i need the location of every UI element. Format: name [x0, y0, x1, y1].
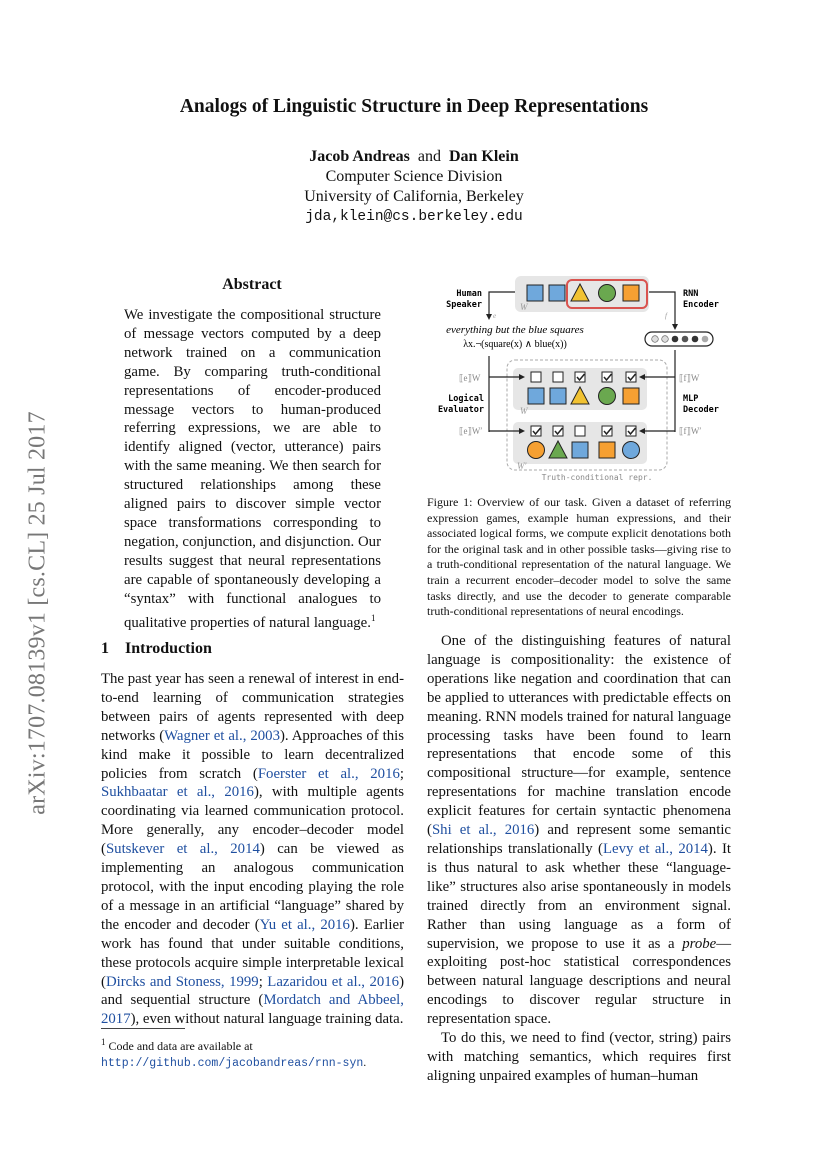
paragraph: [427, 632, 731, 1029]
paragraph: To do this, we need to find (vector, string) pairs with matching semantics, which requires first aligning unpaired examples of human–human: [427, 1030, 731, 1084]
author-and: and: [417, 148, 441, 165]
label-w-mid: W: [520, 406, 528, 416]
citation-link[interactable]: Shi et al., 2016: [431, 822, 535, 839]
footnote-end: .: [363, 1055, 367, 1069]
author-name-2: Dan Klein: [448, 148, 519, 165]
citation-link[interactable]: Foerster et al., 2016: [257, 765, 400, 782]
citation-link[interactable]: Wagner et al., 2003: [164, 727, 280, 744]
author-block: [0, 147, 828, 227]
mlp-decoder-label-2: Decoder: [683, 405, 719, 415]
green-circle-shape: [599, 285, 616, 302]
green-circle-shape: [599, 388, 616, 405]
arrow-head: [486, 314, 492, 320]
blue-square-shape: [527, 285, 543, 301]
text-span: ), even without natural language training data.: [130, 1011, 404, 1028]
logical-evaluator-label-1: Logical: [448, 394, 484, 404]
section-number: 1: [101, 640, 109, 657]
text-span: —exploiting post-hoc statistical correspondences between natural language descriptions and neural encodings to discover regular structure in representation space.: [427, 935, 731, 1028]
orange-circle-shape: [528, 442, 545, 459]
citation-link[interactable]: Dircks and Stoness, 1999: [105, 973, 259, 990]
logical-evaluator-label-2: Evaluator: [437, 405, 484, 415]
human-speaker-label-1: Human: [456, 289, 482, 299]
abstract-footnote-mark[interactable]: 1: [370, 612, 376, 623]
rnn-encoder-label-2: Encoder: [683, 300, 719, 310]
text-span: One of the distinguishing features of natural language is compositionality: the existence of operations like negation and coordination that can be applied to utterances with predictable effects on meaning. RNN models trained for natural language processing tasks have been found to learn representations that encode some of this compositional structure—for example, sentence representations for machine translation encode explicit features for certain syntactic phenomena (: [427, 633, 731, 839]
denotation-e-w: ⟦e⟧W: [459, 373, 481, 383]
citation-link[interactable]: Yu et al., 2016: [259, 916, 350, 933]
author-division: Computer Science Division: [325, 168, 503, 185]
blue-square-shape: [528, 388, 544, 404]
right-column-text: [427, 632, 731, 1086]
rnn-encoder-label-1: RNN: [683, 289, 699, 299]
text-span: ). Approaches of this kind make it possible to learn decentralized policies from scratch (: [101, 727, 404, 782]
text-span: ). Earlier work has found that under suitable conditions, these protocols acquire simple interpretable lexical (: [101, 916, 404, 990]
text-span: ;: [399, 765, 404, 782]
text-span: ;: [258, 973, 268, 990]
intro-paragraph: [101, 670, 404, 1029]
text-span: ). It is thus natural to ask whether these “language-like” structures also arise spontaneously in models trained directly from an environment signal. Rather than using language as a form of supervision, we propose to use it as a: [427, 840, 731, 952]
footnote-text: Code and data are available at: [108, 1039, 253, 1053]
footnote-rule: [101, 1028, 185, 1029]
checkbox-empty: [575, 426, 585, 436]
label-e: e: [493, 312, 497, 320]
arxiv-id: arXiv:1707.08139v1 [cs.CL] 25 Jul 2017: [24, 410, 51, 815]
citation-link[interactable]: Lazaridou et al., 2016: [267, 973, 400, 990]
author-university: University of California, Berkeley: [304, 188, 524, 205]
denotation-f-w: ⟦f⟧W: [679, 373, 700, 383]
citation-link[interactable]: Sutskever et al., 2014: [105, 841, 260, 858]
blue-square-shape: [572, 442, 588, 458]
vector-cell: [652, 336, 659, 343]
logical-form-text: λx.¬(square(x) ∧ blue(x)): [463, 339, 567, 350]
footnote: [101, 1034, 404, 1072]
text-span: ) and represent some semantic relationships translationally (: [427, 822, 731, 857]
label-w-top: W: [520, 302, 528, 312]
text-span: ) can be viewed as implementing an analogous communication protocol, with the input encoding playing the role of a message in an artificial “language” shared by the encoder and decoder (: [101, 841, 404, 933]
citation-link[interactable]: Mordatch and Abbeel, 2017: [101, 992, 404, 1028]
orange-square-shape: [599, 442, 615, 458]
emphasis-probe: probe: [682, 935, 717, 952]
footnote-url-link[interactable]: http://github.com/jacobandreas/rnn-syn: [101, 1057, 364, 1070]
section-heading: [101, 640, 212, 658]
footnote-mark: 1: [101, 1037, 106, 1047]
human-speaker-label-2: Speaker: [446, 300, 482, 310]
checkbox-empty: [531, 372, 541, 382]
vector-cell: [702, 336, 709, 343]
vector-cell: [682, 336, 689, 343]
text-span: ), with multiple agents coordinating via learned communication protocol. More generally, any encoder–decoder model (: [101, 784, 405, 858]
author-email: jda,klein@cs.berkeley.edu: [305, 209, 523, 225]
author-name-1: Jacob Andreas: [309, 148, 410, 165]
utterance-text: everything but the blue squares: [446, 324, 584, 336]
figure-1-diagram: [427, 270, 731, 490]
abstract-heading: Abstract: [222, 276, 282, 293]
arxiv-sidebar: [18, 375, 58, 850]
vector-cell: [672, 336, 679, 343]
denotation-f-w-prime: ⟦f⟧W′: [679, 426, 702, 436]
mlp-decoder-label-1: MLP: [683, 394, 699, 404]
citation-link[interactable]: Levy et al., 2014: [602, 840, 708, 857]
checkbox-empty: [553, 372, 563, 382]
blue-circle-shape: [623, 442, 640, 459]
abstract-body: [124, 306, 381, 632]
citation-link[interactable]: Sukhbaatar et al., 2016: [101, 784, 254, 801]
encoder-arrow: [649, 292, 675, 326]
paper-title: Analogs of Linguistic Structure in Deep Representations: [179, 96, 649, 117]
label-f: f: [665, 312, 667, 320]
denotation-e-w-prime: ⟦e⟧W′: [459, 426, 483, 436]
text-span: ) and sequential structure (: [101, 973, 404, 1009]
figure-caption: Figure 1: Overview of our task. Given a dataset of referring expression games, example human expressions, and their associated logical forms, we compute explicit denotations both for the original task and in other possible tasks—giving rise to a truth-conditional representation of the natural language. We train a recurrent encoder–decoder model to solve the same tasks directly, and use the decoder to generate comparable truth-conditional representations of neural encodings.: [427, 495, 731, 619]
blue-square-shape: [549, 285, 565, 301]
orange-square-shape: [623, 285, 639, 301]
blue-square-shape: [550, 388, 566, 404]
arrow-head: [672, 324, 678, 330]
vector-cell: [662, 336, 669, 343]
section-title: Introduction: [125, 640, 212, 657]
text-span: The past year has seen a renewal of interest in end-to-end learning of communication strategies between pairs of agents represented with deep networks (: [101, 671, 404, 744]
label-w-prime: W′: [517, 461, 527, 471]
orange-square-shape: [623, 388, 639, 404]
truth-conditional-label: Truth-conditional repr.: [541, 473, 653, 482]
abstract-text: We investigate the compositional structure of message vectors computed by a deep network trained on a communication game. By comparing truth-conditional representations of encoder-produced message vectors to human-produced referring expressions, we are able to identify aligned (vector, utterance) pairs with the same meaning. We then search for structured relationships among these aligned pairs to discover simple vector space transformations corresponding to negation, conjunction, and disjunction. Our results suggest that neural representations are capable of spontaneously developing a “syntax” with functional analogues to qualitative properties of natural language.: [124, 307, 381, 631]
vector-cell: [692, 336, 699, 343]
